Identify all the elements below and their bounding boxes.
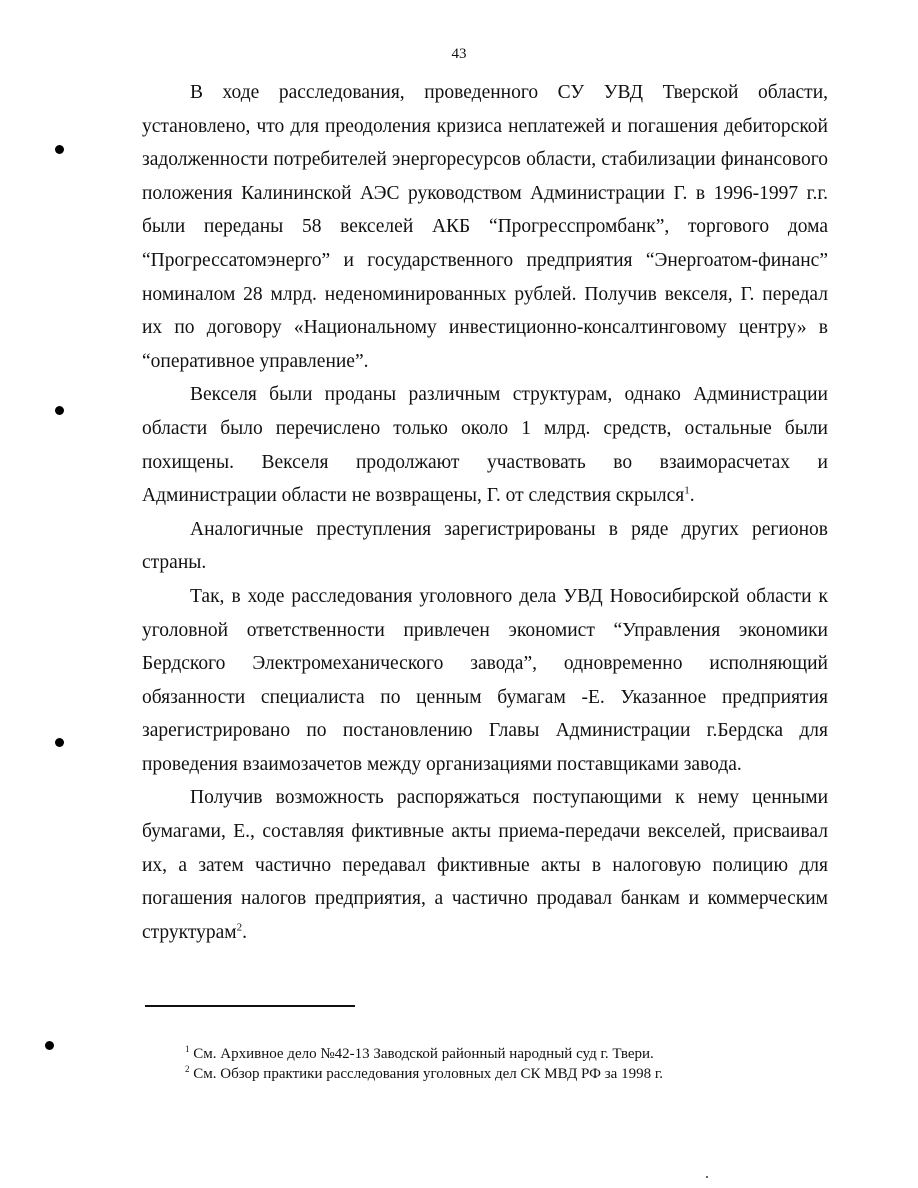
footnotes [185,1044,805,1084]
footnote-text: См. Обзор практики расследования уголовных дел СК МВД РФ за 1998 г. [189,1066,664,1082]
paragraph-text: Получив возможность распоряжаться поступающими к нему ценными бумагами, Е., составляя фиктивные акты приема-передачи векселей, присваивал их, а затем частично передавал фиктивные акты в налоговую полицию для погашения налогов предприятия, а частично продавал банкам и коммерческим структурам [142,787,828,943]
binding-hole-dot [55,738,64,747]
footnote [185,1064,805,1084]
footnote-text: См. Архивное дело №42-13 Заводской районный народный суд г. Твери. [193,1046,654,1062]
paragraph-suffix: . [689,485,695,507]
footnote-mark: 2 [185,1064,190,1074]
footnote [185,1044,805,1064]
paragraph [142,781,828,949]
paragraph: Аналогичные преступления зарегистрированы в ряде других регионов страны. [142,518,828,574]
footnote-ref: 2 [236,921,243,934]
body-text [142,76,828,949]
scan-speck [706,1176,708,1178]
footnote-mark: 1 [185,1044,190,1054]
paragraph [142,378,828,512]
binding-hole-dot [55,406,64,415]
footnote-separator [145,1005,355,1007]
paragraph: Так, в ходе расследования уголовного дела УВД Новосибирской области к уголовной ответственности привлечен экономист “Управления экономики Бердского Электромеханического завода”, одновременно исполняющий обязанности специалиста по ценным бумагам -Е. Указанное предприятия зарегистрировано по постановлению Главы Администрации г.Бердска для проведения взаимозачетов между организациями поставщиками завода. [142,585,828,775]
footnote-ref: 1 [684,484,690,497]
binding-hole-dot [55,145,64,154]
paragraph-text: Векселя были проданы различным структурам, однако Администрации области было перечислено только около 1 млрд. средств, остальные были похищены. Векселя продолжают участвовать во взаиморасчетах и Администрации области не возвращены, Г. от следствия скрылся [142,384,828,507]
binding-hole-dot [45,1041,54,1050]
paragraph: В ходе расследования, проведенного СУ УВД Тверской области, установлено, что для преодоления кризиса неплатежей и погашения дебиторской задолженности потребителей энергоресурсов области, стабилизации финансового положения Калининской АЭС руководством Администрации Г. в 1996-1997 г.г. были переданы 58 векселей АКБ “Прогресспромбанк”, торгового дома “Прогрессатомэнерго” и государственного предприятия “Энергоатом-финанс” номиналом 28 млрд. неденоминированных рублей. Получив векселя, Г. передал их по договору «Национальному инвестиционно-консалтинговому центру» в “оперативное управление”. [142,82,828,372]
page-number: 43 [451,46,467,62]
paragraph-suffix: . [242,921,248,943]
